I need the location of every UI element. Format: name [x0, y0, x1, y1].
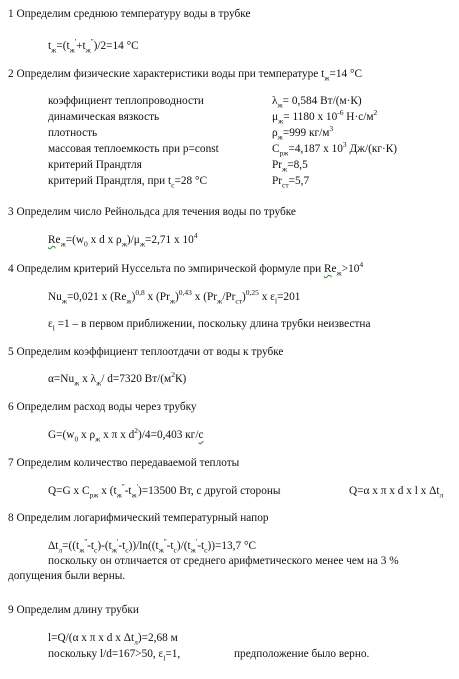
reynolds-formula: $Re_ж=(w_0$ x d x $\rho_ж)/\mu_ж=2,71$ x $10^4$ [48, 231, 198, 249]
property-value: $\mu_ж= 1180$ x $10^{-6}$ $Н\cdot с/м^2$ [272, 108, 378, 126]
heat-quantity-formula: Q=G x $С_{рж}$ x $(t_ж''-t_ж')=13500$ Вт, с другой стороны [48, 482, 281, 500]
heat-quantity-formula-alt: Q=α x π x d x l x $\Delta t_л$ [349, 485, 444, 500]
property-name: массовая теплоемкость при p=const [48, 143, 219, 155]
property-name: критерий Прандтля, при $t_с=28$ °C [48, 175, 208, 190]
property-row-prandtl-wall [48, 174, 448, 188]
section-9-title: 9 Определим длину трубки [8, 604, 139, 616]
property-value: $\lambda_ж= 0,584$ Вт/(м·К) [272, 95, 362, 110]
section-1-title: 1 Определим среднюю температуру воды в трубке [8, 8, 251, 20]
log-temperature-note-2: допущения были верны. [8, 570, 126, 582]
flow-rate-formula: $G=(w_0$ x $\rho_ж$ x π x $d^2)/4=0,403$ кг/с [48, 426, 204, 444]
nusselt-note: $\varepsilon_l =1 - в$ первом приближении, поскольку длина трубки неизвестна [48, 318, 371, 333]
property-value: $Pr_ж=8,5$ [272, 159, 308, 174]
section-4-title: 4 Определим критерий Нуссельта по эмпирической формуле при $Re_ж>10^4$ [8, 260, 364, 278]
tube-length-conclusion: предположение было верно. [234, 648, 370, 660]
tube-length-formula: l=Q/(α x π x d x $\Delta t_л)=2,68$ м [48, 632, 178, 647]
log-temperature-formula: $\Delta t_л=((t_ж''-t_с)-(t_ж'-t_с))/\ln((t_ж''-t_с)/(t_ж'-t_с))=13,7$ °C [48, 537, 256, 555]
section-5-title: 5 Определим коэффициент теплоотдачи от воды к трубке [8, 346, 284, 358]
section-8-title: 8 Определим логарифмический температурный напор [8, 512, 269, 524]
property-row-heat-capacity [48, 142, 448, 156]
section-3-title: 3 Определим число Рейнольдса для течения воды по трубке [8, 206, 296, 218]
property-value: $С_{рж}=4,187$ x $10^3$ Дж/(кг·К) [272, 140, 398, 158]
property-row-density [48, 126, 448, 140]
property-name: критерий Прандтля [48, 159, 142, 171]
property-name: коэффициент теплопроводности [48, 95, 204, 107]
section-6-title: 6 Определим расход воды через трубку [8, 401, 197, 413]
section-7-title: 7 Определим количество передаваемой теплоты [8, 457, 240, 469]
property-row-viscosity [48, 110, 448, 124]
nusselt-formula: $Nu_ж=0,021$ x $(Re_ж)^{0,8}$ x $(Pr_ж)^{0,43}$ x $(Pr_ж/Pr_{ст})^{0,25}$ x $\varepsilon_l=201$ [48, 288, 301, 306]
log-temperature-note-1: поскольку он отличается от среднего арифметического менее чем на 3 % [48, 555, 399, 567]
property-name: динамическая вязкость [48, 111, 160, 123]
section-2-title: 2 Определим физические характеристики воды при температуре $t_ж=14$ °C [8, 68, 362, 83]
mean-temperature-formula: $t_ж=(t_ж'+t_ж'')/2=14$ °C [48, 37, 139, 55]
property-row-prandtl [48, 158, 448, 172]
heat-transfer-coefficient-formula: $\alpha=Nu_ж$ x $\lambda_ж/$ d=7320 $Вт/(м^2К)$ [48, 370, 187, 388]
tube-length-note: поскольку l/d=167>50, $\varepsilon_l=1$, [48, 648, 181, 663]
property-value: $Pr_{ст}=5,7$ [272, 175, 310, 190]
property-name: плотность [48, 127, 98, 139]
property-value: $\rho_ж=999$ $кг/м^3$ [272, 124, 334, 142]
property-row-conductivity [48, 94, 448, 108]
